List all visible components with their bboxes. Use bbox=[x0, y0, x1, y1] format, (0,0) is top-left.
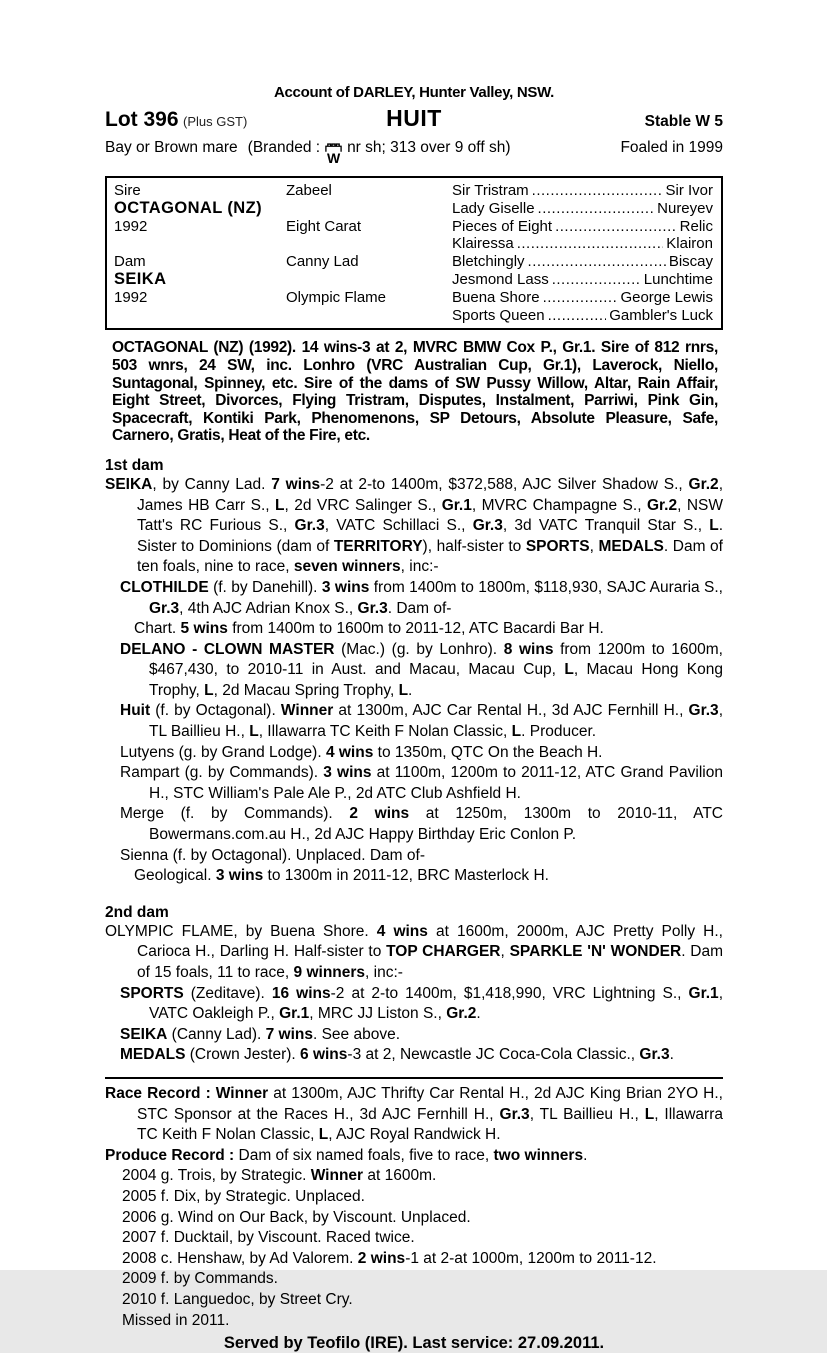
pedigree-row bbox=[114, 218, 713, 236]
sire-year: 1992 bbox=[114, 217, 148, 235]
dotted-leader bbox=[538, 200, 655, 218]
lot-header-row bbox=[105, 105, 723, 132]
entry-medals: MEDALS (Crown Jester). 6 wins-3 at 2, Newcastle JC Coca-Cola Classic., Gr.3. bbox=[120, 1046, 674, 1064]
produce-record: Produce Record : Dam of six named foals, five to race, two winners. bbox=[105, 1146, 588, 1164]
gen4-name: Lunchtime bbox=[643, 270, 713, 288]
pedigree-table bbox=[105, 176, 723, 330]
produce-item-2008: 2008 c. Henshaw, by Ad Valorem. 2 wins-1 at 2-at 1000m, 1200m to 2011-12. bbox=[122, 1249, 657, 1267]
horse-description bbox=[105, 139, 510, 164]
produce-item-2010: 2010 f. Languedoc, by Street Cry. bbox=[122, 1290, 353, 1308]
gen3-name: Sports Queen bbox=[452, 306, 545, 324]
entry-lutyens: Lutyens (g. by Grand Lodge). 4 wins to 1350m, QTC On the Beach H. bbox=[120, 743, 603, 761]
section-divider bbox=[105, 1077, 723, 1079]
sire-label: Sire bbox=[114, 182, 141, 199]
stable-assignment: Stable W 5 bbox=[644, 113, 723, 130]
produce-item-2004: 2004 g. Trois, by Strategic. Winner at 1600m. bbox=[122, 1167, 437, 1185]
gen4-name: Relic bbox=[679, 217, 713, 235]
entry-olympic-flame: OLYMPIC FLAME, by Buena Shore. 4 wins at 1600m, 2000m, AJC Pretty Polly H., Carioca H., Darling H. Half-sister to TOP CHARGER, SPARKLE 'N' WONDER. Dam of 15 foals, 11 to race, 9 winners, inc:- bbox=[105, 922, 723, 981]
dam-year: 1992 bbox=[114, 288, 148, 306]
lot-number: Lot 396 bbox=[105, 108, 179, 131]
pedigree-row bbox=[114, 271, 713, 289]
entry-sienna: Sienna (f. by Octagonal). Unplaced. Dam of- bbox=[120, 846, 425, 864]
vendor-account-line: Account of DARLEY, Hunter Valley, NSW. bbox=[273, 84, 555, 101]
entry-seika-2: SEIKA (Canny Lad). 7 wins. See above. bbox=[120, 1025, 401, 1043]
dam-name: SEIKA bbox=[114, 269, 167, 288]
gen4-name: George Lewis bbox=[620, 288, 713, 306]
gen2-name bbox=[286, 200, 452, 218]
dotted-leader bbox=[532, 182, 663, 200]
description-row bbox=[105, 139, 723, 164]
entry-geological: Geological. 3 wins to 1300m in 2011-12, BRC Masterlock H. bbox=[134, 867, 549, 885]
entry-chart: Chart. 5 wins from 1400m to 1600m to 2011-12, ATC Bacardi Bar H. bbox=[134, 620, 604, 638]
entry-huit: Huit (f. by Octagonal). Winner at 1300m, AJC Car Rental H., 3d AJC Fernhill H., Gr.3, TL Baillieu H., L, Illawarra TC Keith F Nolan Classic, L. Producer. bbox=[120, 702, 723, 741]
gen3-name: Pieces of Eight bbox=[452, 217, 553, 235]
gen2-name: Olympic Flame bbox=[286, 288, 387, 306]
brand-mark bbox=[324, 143, 343, 164]
horse-name: HUIT bbox=[386, 105, 442, 131]
pedigree-row bbox=[114, 307, 713, 325]
dotted-leader bbox=[552, 271, 641, 289]
produce-item-2007: 2007 f. Ducktail, by Viscount. Raced twice. bbox=[122, 1229, 415, 1247]
race-record: Race Record : Winner at 1300m, AJC Thrifty Car Rental H., 2d AJC King Brian 2YO H., STC Sponsor at the Races H., 3d AJC Fernhill H., Gr.3, TL Baillieu H., L, Illawarra TC Keith F Nolan Classic, L, AJC Royal Randwick H. bbox=[105, 1084, 723, 1144]
gen2-name bbox=[286, 271, 452, 289]
brand-suffix: nr sh; 313 over 9 off sh) bbox=[347, 139, 511, 156]
gen3-name: Lady Giselle bbox=[452, 199, 535, 217]
page-content bbox=[105, 84, 723, 1353]
sire-name: OCTAGONAL (NZ) bbox=[114, 198, 262, 217]
pedigree-row bbox=[114, 200, 713, 218]
entry-rampart: Rampart (g. by Commands). 3 wins at 1100m, 1200m to 2011-12, ATC Grand Pavilion H., STC William's Pale Ale P., 2d ATC Club Ashfield H. bbox=[120, 764, 723, 802]
produce-item-2005: 2005 f. Dix, by Strategic. Unplaced. bbox=[122, 1187, 365, 1205]
dotted-leader bbox=[548, 307, 607, 325]
gen4-name: Biscay bbox=[668, 253, 713, 271]
dotted-leader bbox=[528, 253, 666, 271]
gen2-name: Canny Lad bbox=[286, 253, 359, 271]
gen2-name: Zabeel bbox=[286, 182, 332, 199]
first-dam-heading: 1st dam bbox=[105, 456, 164, 474]
gen4-name: Klairon bbox=[666, 235, 713, 253]
gen4-name: Nureyev bbox=[657, 199, 713, 217]
gen3-name: Jesmond Lass bbox=[452, 270, 549, 288]
dotted-leader bbox=[543, 289, 618, 307]
foaled-year: Foaled in 1999 bbox=[620, 139, 723, 156]
pedigree-row bbox=[114, 235, 713, 253]
second-dam-heading: 2nd dam bbox=[105, 903, 169, 921]
entry-seika: SEIKA, by Canny Lad. 7 wins-2 at 2-to 1400m, $372,588, AJC Silver Shadow S., Gr.2, James HB Carr S., L, 2d VRC Salinger S., Gr.1, MVRC Champagne S., Gr.2, NSW Tatt's RC Furious S., Gr.3, VATC Schillaci S., Gr.3, 3d VATC Tranquil Star S., L. Sister to Dominions (dam of TERRITORY), half-sister to SPORTS, MEDALS. Dam of ten foals, nine to race, seven winners, inc:- bbox=[105, 475, 724, 576]
gen4-name: Sir Ivor bbox=[665, 182, 713, 199]
entry-clothilde: CLOTHILDE (f. by Danehill). 3 wins from 1400m to 1800m, $118,930, SAJC Auraria S., Gr.3, 4th AJC Adrian Knox S., Gr.3. Dam of- bbox=[120, 578, 723, 617]
gst-note: (Plus GST) bbox=[182, 114, 248, 129]
entry-delano-clown-master: DELANO - CLOWN MASTER (Mac.) (g. by Lonhro). 8 wins from 1200m to 1600m, $467,430, to 2010-11 in Aust. and Macau, Macau Cup, L, Macau Hong Kong Trophy, L, 2d Macau Spring Trophy, L. bbox=[120, 640, 723, 699]
produce-item-2009: 2009 f. by Commands. bbox=[122, 1270, 278, 1288]
gen3-name: Bletchingly bbox=[452, 253, 525, 271]
pedigree-row bbox=[114, 182, 713, 200]
gen2-name: Eight Carat bbox=[286, 217, 362, 235]
brand-prefix: (Branded : bbox=[247, 139, 321, 156]
served-by-line: Served by Teofilo (IRE). Last service: 27.09.2011. bbox=[223, 1334, 605, 1353]
brand-letter: W bbox=[326, 150, 341, 166]
produce-item-missed-2011: Missed in 2011. bbox=[122, 1311, 230, 1329]
colour-sex: Bay or Brown mare bbox=[105, 139, 238, 156]
pedigree-row bbox=[114, 289, 713, 307]
pedigree-row bbox=[114, 253, 713, 271]
produce-item-2006: 2006 g. Wind on Our Back, by Viscount. Unplaced. bbox=[122, 1208, 471, 1226]
entry-sports: SPORTS (Zeditave). 16 wins-2 at 2-to 1400m, $1,418,990, VRC Lightning S., Gr.1, VATC Oakleigh P., Gr.1, MRC JJ Liston S., Gr.2. bbox=[120, 984, 723, 1023]
lot-number-block bbox=[105, 108, 386, 132]
sire-summary: OCTAGONAL (NZ) (1992). 14 wins-3 at 2, MVRC BMW Cox P., Gr.1. Sire of 812 rnrs, 503 wnrs, 24 SW, inc. Lonhro (VRC Australian Cup, Gr.1), Laverock, Niello, Suntagonal, Spinney, etc. Sire of the dams of SW Pussy Willow, Altar, Rain Affair, Eight Street, Divorces, Flying Tristram, Disputes, Instalment, Parriwi, Pink Gin, Spacecraft, Kontiki Park, Phenomenons, SP Detours, Absolute Pleasure, Safe, Carnero, Gratis, Heat of the Fire, etc. bbox=[112, 339, 718, 445]
dotted-leader bbox=[517, 235, 664, 253]
gen3-name: Klairessa bbox=[452, 235, 514, 253]
gen4-name: Gambler's Luck bbox=[609, 306, 713, 324]
entry-merge: Merge (f. by Commands). 2 wins at 1250m, 1300m to 2010-11, ATC Bowermans.com.au H., 2d AJC Happy Birthday Eric Conlon P. bbox=[120, 805, 723, 844]
gen3-name: Sir Tristram bbox=[452, 182, 529, 199]
gen3-name: Buena Shore bbox=[452, 288, 540, 306]
dotted-leader bbox=[555, 218, 677, 236]
dam-label: Dam bbox=[114, 253, 146, 271]
